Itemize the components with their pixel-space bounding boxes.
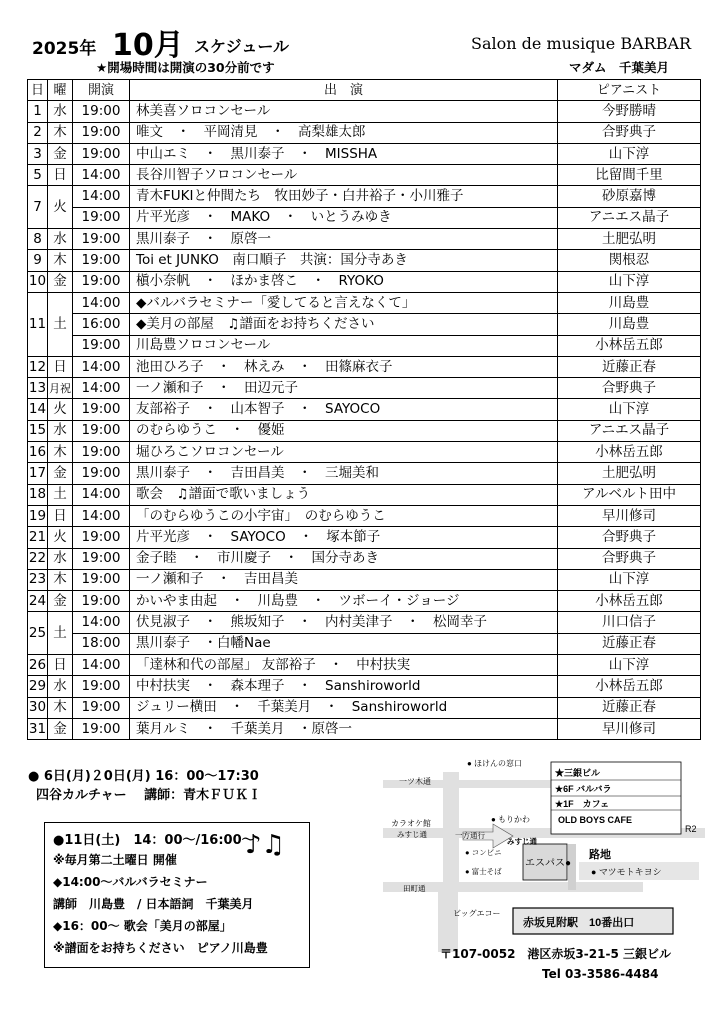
cell-pianist: 近藤正春: [558, 356, 701, 377]
cell-dow: 木: [48, 697, 73, 718]
cell-time: 19:00: [73, 697, 130, 718]
cell-time: 19:00: [73, 250, 130, 271]
cell-day: 25: [28, 612, 48, 655]
cell-day: 2: [28, 122, 48, 143]
cell-pianist: 砂原嘉博: [558, 186, 701, 207]
schedule-row: [28, 250, 701, 271]
cell-performers: Toi et JUNKO 南口順子 共演：国分寺あき: [130, 250, 558, 271]
cell-day: 17: [28, 463, 48, 484]
cell-pianist: 小林岳五郎: [558, 442, 701, 463]
address: 〒107-0052 港区赤坂3-21-5 三銀ビル: [440, 947, 671, 961]
cell-performers: 長谷川智子ソロコンセール: [130, 165, 558, 186]
map-sanginbiru: ★三銀ビル: [555, 768, 601, 778]
cell-performers: 一ノ瀬和子 ・ 田辺元子: [130, 378, 558, 399]
cell-dow: 火: [48, 527, 73, 548]
cell-dow: 水: [48, 420, 73, 441]
cell-day: 22: [28, 548, 48, 569]
cell-time: 14:00: [73, 186, 130, 207]
cell-dow: 日: [48, 356, 73, 377]
cell-day: 8: [28, 229, 48, 250]
cell-day: 19: [28, 505, 48, 526]
schedule-row: [28, 484, 701, 505]
cell-performers: 黒川泰子 ・ 吉田昌美 ・ 三堀美和: [130, 463, 558, 484]
seminar-mizuki: ◆16：00～ 歌会「美月の部屋」: [53, 919, 232, 933]
cell-day: 15: [28, 420, 48, 441]
schedule-row: [28, 420, 701, 441]
cell-time: 19:00: [73, 569, 130, 590]
cell-performers: かいやま由起 ・ 川島豊 ・ ツボーイ・ジョージ: [130, 591, 558, 612]
schedule-row: [28, 697, 701, 718]
cell-pianist: アニエス晶子: [558, 420, 701, 441]
cell-time: 16:00: [73, 314, 130, 335]
culture-date: ● 6日(月)２0日(月) 16：00～17:30: [28, 769, 259, 784]
cell-time: 18:00: [73, 633, 130, 654]
cell-time: 14:00: [73, 378, 130, 399]
cell-time: 19:00: [73, 548, 130, 569]
schedule-row: [28, 548, 701, 569]
cell-time: 14:00: [73, 165, 130, 186]
header-salon: Salon de musique BARBAR: [471, 34, 692, 53]
cell-dow: 木: [48, 442, 73, 463]
cell-performers: 川島豊ソロコンセール: [130, 335, 558, 356]
cell-performers: 中村扶実 ・ 森本理子 ・ Sanshiroworld: [130, 676, 558, 697]
schedule-row: [28, 612, 701, 633]
cell-time: 14:00: [73, 356, 130, 377]
cell-pianist: 山下淳: [558, 399, 701, 420]
cell-performers: のむらゆうこ ・ 優姫: [130, 420, 558, 441]
map-misuji2: みすじ通: [507, 837, 537, 846]
header-title: スケジュール: [194, 37, 290, 56]
cell-performers: 歌会 ♫譜面で歌いましょう: [130, 484, 558, 505]
cell-time: 14:00: [73, 655, 130, 676]
cell-performers: 池田ひろ子 ・ 林えみ ・ 田篠麻衣子: [130, 356, 558, 377]
cell-pianist: 合野典子: [558, 548, 701, 569]
cell-dow: 日: [48, 655, 73, 676]
cell-dow: 金: [48, 143, 73, 164]
schedule-row: [28, 463, 701, 484]
cell-pianist: 合野典子: [558, 527, 701, 548]
cell-dow: 土: [48, 484, 73, 505]
map-tamachi: 田町通: [403, 884, 426, 893]
col-performers: 出 演: [130, 80, 558, 101]
cell-performers: 黒川泰子 ・ 原啓一: [130, 229, 558, 250]
cell-pianist: 比留間千里: [558, 165, 701, 186]
col-day: 日: [28, 80, 48, 101]
cell-time: 14:00: [73, 612, 130, 633]
cell-performers: 片平光彦 ・ SAYOCO ・ 塚本節子: [130, 527, 558, 548]
cell-dow: 水: [48, 229, 73, 250]
schedule-table: [27, 79, 701, 740]
header-note: ★開場時間は開演の30分前です: [96, 60, 275, 75]
map-hitotsugi: 一ツ木通: [399, 777, 431, 786]
cell-time: 19:00: [73, 718, 130, 739]
cell-pianist: 川島豊: [558, 292, 701, 313]
cell-performers: 唯文 ・ 平岡清見 ・ 高梨雄太郎: [130, 122, 558, 143]
cell-time: 19:00: [73, 442, 130, 463]
cell-performers: 友部裕子 ・ 山本智子 ・ SAYOCO: [130, 399, 558, 420]
cell-time: 19:00: [73, 143, 130, 164]
schedule-row: [28, 335, 701, 356]
map-ippou: 一方通行: [455, 831, 485, 840]
cell-pianist: 土肥弘明: [558, 229, 701, 250]
cell-pianist: アニエス晶子: [558, 207, 701, 228]
schedule-row: [28, 591, 701, 612]
cell-time: 19:00: [73, 122, 130, 143]
cell-dow: 金: [48, 271, 73, 292]
cell-pianist: 川口信子: [558, 612, 701, 633]
cell-dow: 金: [48, 718, 73, 739]
schedule-row: [28, 633, 701, 654]
cell-dow: 火: [48, 186, 73, 229]
schedule-row: [28, 314, 701, 335]
cell-day: 31: [28, 718, 48, 739]
cell-time: 19:00: [73, 399, 130, 420]
cell-time: 19:00: [73, 420, 130, 441]
cell-performers: 片平光彦 ・ MAKO ・ いとうみゆき: [130, 207, 558, 228]
map-r2: R2: [685, 824, 697, 834]
col-dow: 曜: [48, 80, 73, 101]
cell-pianist: 小林岳五郎: [558, 335, 701, 356]
cell-performers: 中山エミ ・ 黒川泰子 ・ MISSHA: [130, 143, 558, 164]
schedule-row: [28, 676, 701, 697]
cell-time: 19:00: [73, 463, 130, 484]
schedule-row: [28, 292, 701, 313]
map-karaoke: カラオケ館: [391, 819, 431, 828]
schedule-row: [28, 122, 701, 143]
cell-dow: 木: [48, 250, 73, 271]
schedule-row: [28, 143, 701, 164]
cell-pianist: 山下淳: [558, 569, 701, 590]
cell-day: 24: [28, 591, 48, 612]
cell-dow: 火: [48, 399, 73, 420]
cell-pianist: 山下淳: [558, 143, 701, 164]
schedule-row: [28, 378, 701, 399]
cell-day: 3: [28, 143, 48, 164]
cell-day: 11: [28, 292, 48, 356]
seminar-monthly: ※毎月第二土曜日 開催: [53, 853, 177, 867]
map-hoken: ● ほけんの窓口: [467, 759, 523, 768]
cell-dow: 木: [48, 569, 73, 590]
cell-day: 16: [28, 442, 48, 463]
cell-pianist: 山下淳: [558, 271, 701, 292]
cell-time: 19:00: [73, 207, 130, 228]
music-notes-icon: ♪♫: [245, 830, 285, 860]
seminar-note: ※譜面をお持ちください ピアノ川島豊: [53, 941, 268, 955]
cell-time: 19:00: [73, 229, 130, 250]
cell-performers: 一ノ瀬和子 ・ 吉田昌美: [130, 569, 558, 590]
cell-time: 19:00: [73, 101, 130, 122]
cell-day: 10: [28, 271, 48, 292]
cell-performers: 黒川泰子 ・白幡Nae: [130, 633, 558, 654]
cell-performers: 堀ひろこソロコンセール: [130, 442, 558, 463]
map-oldboys: OLD BOYS CAFE: [558, 815, 633, 825]
cell-dow: 木: [48, 122, 73, 143]
cell-dow: 金: [48, 591, 73, 612]
cell-day: 5: [28, 165, 48, 186]
telephone: Tel 03-3586-4484: [542, 967, 659, 981]
cell-time: 19:00: [73, 527, 130, 548]
cell-performers: 青木FUKIと仲間たち 牧田妙子・白井裕子・小川雅子: [130, 186, 558, 207]
cell-time: 19:00: [73, 591, 130, 612]
map-station: 赤坂見附駅 10番出口: [523, 917, 635, 929]
schedule-row: [28, 186, 701, 207]
cell-time: 19:00: [73, 271, 130, 292]
cell-day: 18: [28, 484, 48, 505]
cell-day: 13: [28, 378, 48, 399]
cell-time: 19:00: [73, 676, 130, 697]
cell-performers: ジュリー横田 ・ 千葉美月 ・ Sanshiroworld: [130, 697, 558, 718]
cell-pianist: 今野勝晴: [558, 101, 701, 122]
cell-pianist: 小林岳五郎: [558, 676, 701, 697]
cell-performers: 林美喜ソロコンセール: [130, 101, 558, 122]
cell-dow: 水: [48, 676, 73, 697]
schedule-row: [28, 718, 701, 739]
cell-dow: 土: [48, 612, 73, 655]
schedule-body: [28, 101, 701, 740]
map-combini: ● コンビニ: [465, 848, 502, 857]
schedule-row: [28, 165, 701, 186]
schedule-row: [28, 207, 701, 228]
cell-performers: 金子睦 ・ 市川慶子 ・ 国分寺あき: [130, 548, 558, 569]
schedule-row: [28, 229, 701, 250]
cell-time: 14:00: [73, 292, 130, 313]
cell-time: 14:00: [73, 505, 130, 526]
cell-dow: 水: [48, 101, 73, 122]
schedule-row: [28, 271, 701, 292]
map-matsumoto: ● マツモトキヨシ: [591, 867, 662, 877]
cell-performers: 槇小奈帆 ・ ほかま啓こ ・ RYOKO: [130, 271, 558, 292]
cell-day: 23: [28, 569, 48, 590]
schedule-row: [28, 505, 701, 526]
cell-day: 7: [28, 186, 48, 229]
map-espasu: エスパス●: [525, 858, 572, 869]
cell-day: 21: [28, 527, 48, 548]
seminar-barbara: ◆14:00～バルバラセミナー: [53, 875, 208, 889]
cell-dow: 日: [48, 505, 73, 526]
cell-dow: 月祝: [48, 378, 73, 399]
cell-dow: 水: [48, 548, 73, 569]
cell-performers: 「達林和代の部屋」 友部裕子 ・ 中村扶実: [130, 655, 558, 676]
cell-pianist: 関根忍: [558, 250, 701, 271]
cell-day: 12: [28, 356, 48, 377]
cell-pianist: 土肥弘明: [558, 463, 701, 484]
cell-dow: 金: [48, 463, 73, 484]
schedule-row: [28, 399, 701, 420]
cell-time: 14:00: [73, 484, 130, 505]
cell-day: 26: [28, 655, 48, 676]
header-year: 2025年: [32, 39, 97, 59]
map-roji: 路地: [589, 849, 611, 861]
cell-pianist: 合野典子: [558, 378, 701, 399]
schedule-row: [28, 101, 701, 122]
schedule-row: [28, 442, 701, 463]
schedule-row: [28, 569, 701, 590]
schedule-row: [28, 527, 701, 548]
area-map: [383, 752, 705, 960]
cell-performers: 「のむらゆうこの小宇宙」 のむらゆうこ: [130, 505, 558, 526]
cell-day: 14: [28, 399, 48, 420]
cell-dow: 土: [48, 292, 73, 356]
seminar-date: ●11日(土) 14：00～/16:00～: [53, 833, 255, 848]
cell-pianist: 早川修司: [558, 505, 701, 526]
cell-pianist: アルベルト田中: [558, 484, 701, 505]
culture-class: 四谷カルチャー 講師：青木ＦＵＫＩ: [36, 788, 262, 803]
col-time: 開演: [73, 80, 130, 101]
col-pianist: ピアニスト: [558, 80, 701, 101]
cell-performers: 伏見淑子 ・ 熊坂知子 ・ 内村美津子 ・ 松岡幸子: [130, 612, 558, 633]
street-lower: [438, 892, 458, 952]
cell-day: 1: [28, 101, 48, 122]
cell-pianist: 近藤正春: [558, 633, 701, 654]
cell-performers: 葉月ルミ ・ 千葉美月 ・原啓一: [130, 718, 558, 739]
map-barbara: ★6F バルバラ: [555, 784, 612, 794]
cell-performers: ◆バルバラセミナー「愛してると言えなくて」: [130, 292, 558, 313]
map-fujisoba: ● 富士そば: [465, 867, 502, 876]
schedule-row: [28, 655, 701, 676]
map-misuji1: みすじ通: [397, 830, 427, 839]
cell-pianist: 山下淳: [558, 655, 701, 676]
cell-time: 19:00: [73, 335, 130, 356]
cell-pianist: 小林岳五郎: [558, 591, 701, 612]
header-month: 10月: [112, 28, 184, 63]
schedule-header-row: [28, 80, 701, 101]
cell-pianist: 合野典子: [558, 122, 701, 143]
cell-pianist: 川島豊: [558, 314, 701, 335]
map-bigecho: ビッグエコー: [453, 909, 501, 918]
map-cafe: ★1F カフェ: [555, 799, 610, 809]
cell-performers: ◆美月の部屋 ♫譜面をお持ちください: [130, 314, 558, 335]
cell-day: 9: [28, 250, 48, 271]
cell-day: 30: [28, 697, 48, 718]
schedule-row: [28, 356, 701, 377]
map-morikawa: ● もりかわ: [491, 815, 531, 824]
seminar-lecturer: 講師 川島豊 / 日本語詞 千葉美月: [53, 897, 254, 911]
cell-pianist: 早川修司: [558, 718, 701, 739]
header-madam: マダム 千葉美月: [569, 60, 670, 75]
cell-dow: 日: [48, 165, 73, 186]
cell-day: 29: [28, 676, 48, 697]
cell-pianist: 近藤正春: [558, 697, 701, 718]
